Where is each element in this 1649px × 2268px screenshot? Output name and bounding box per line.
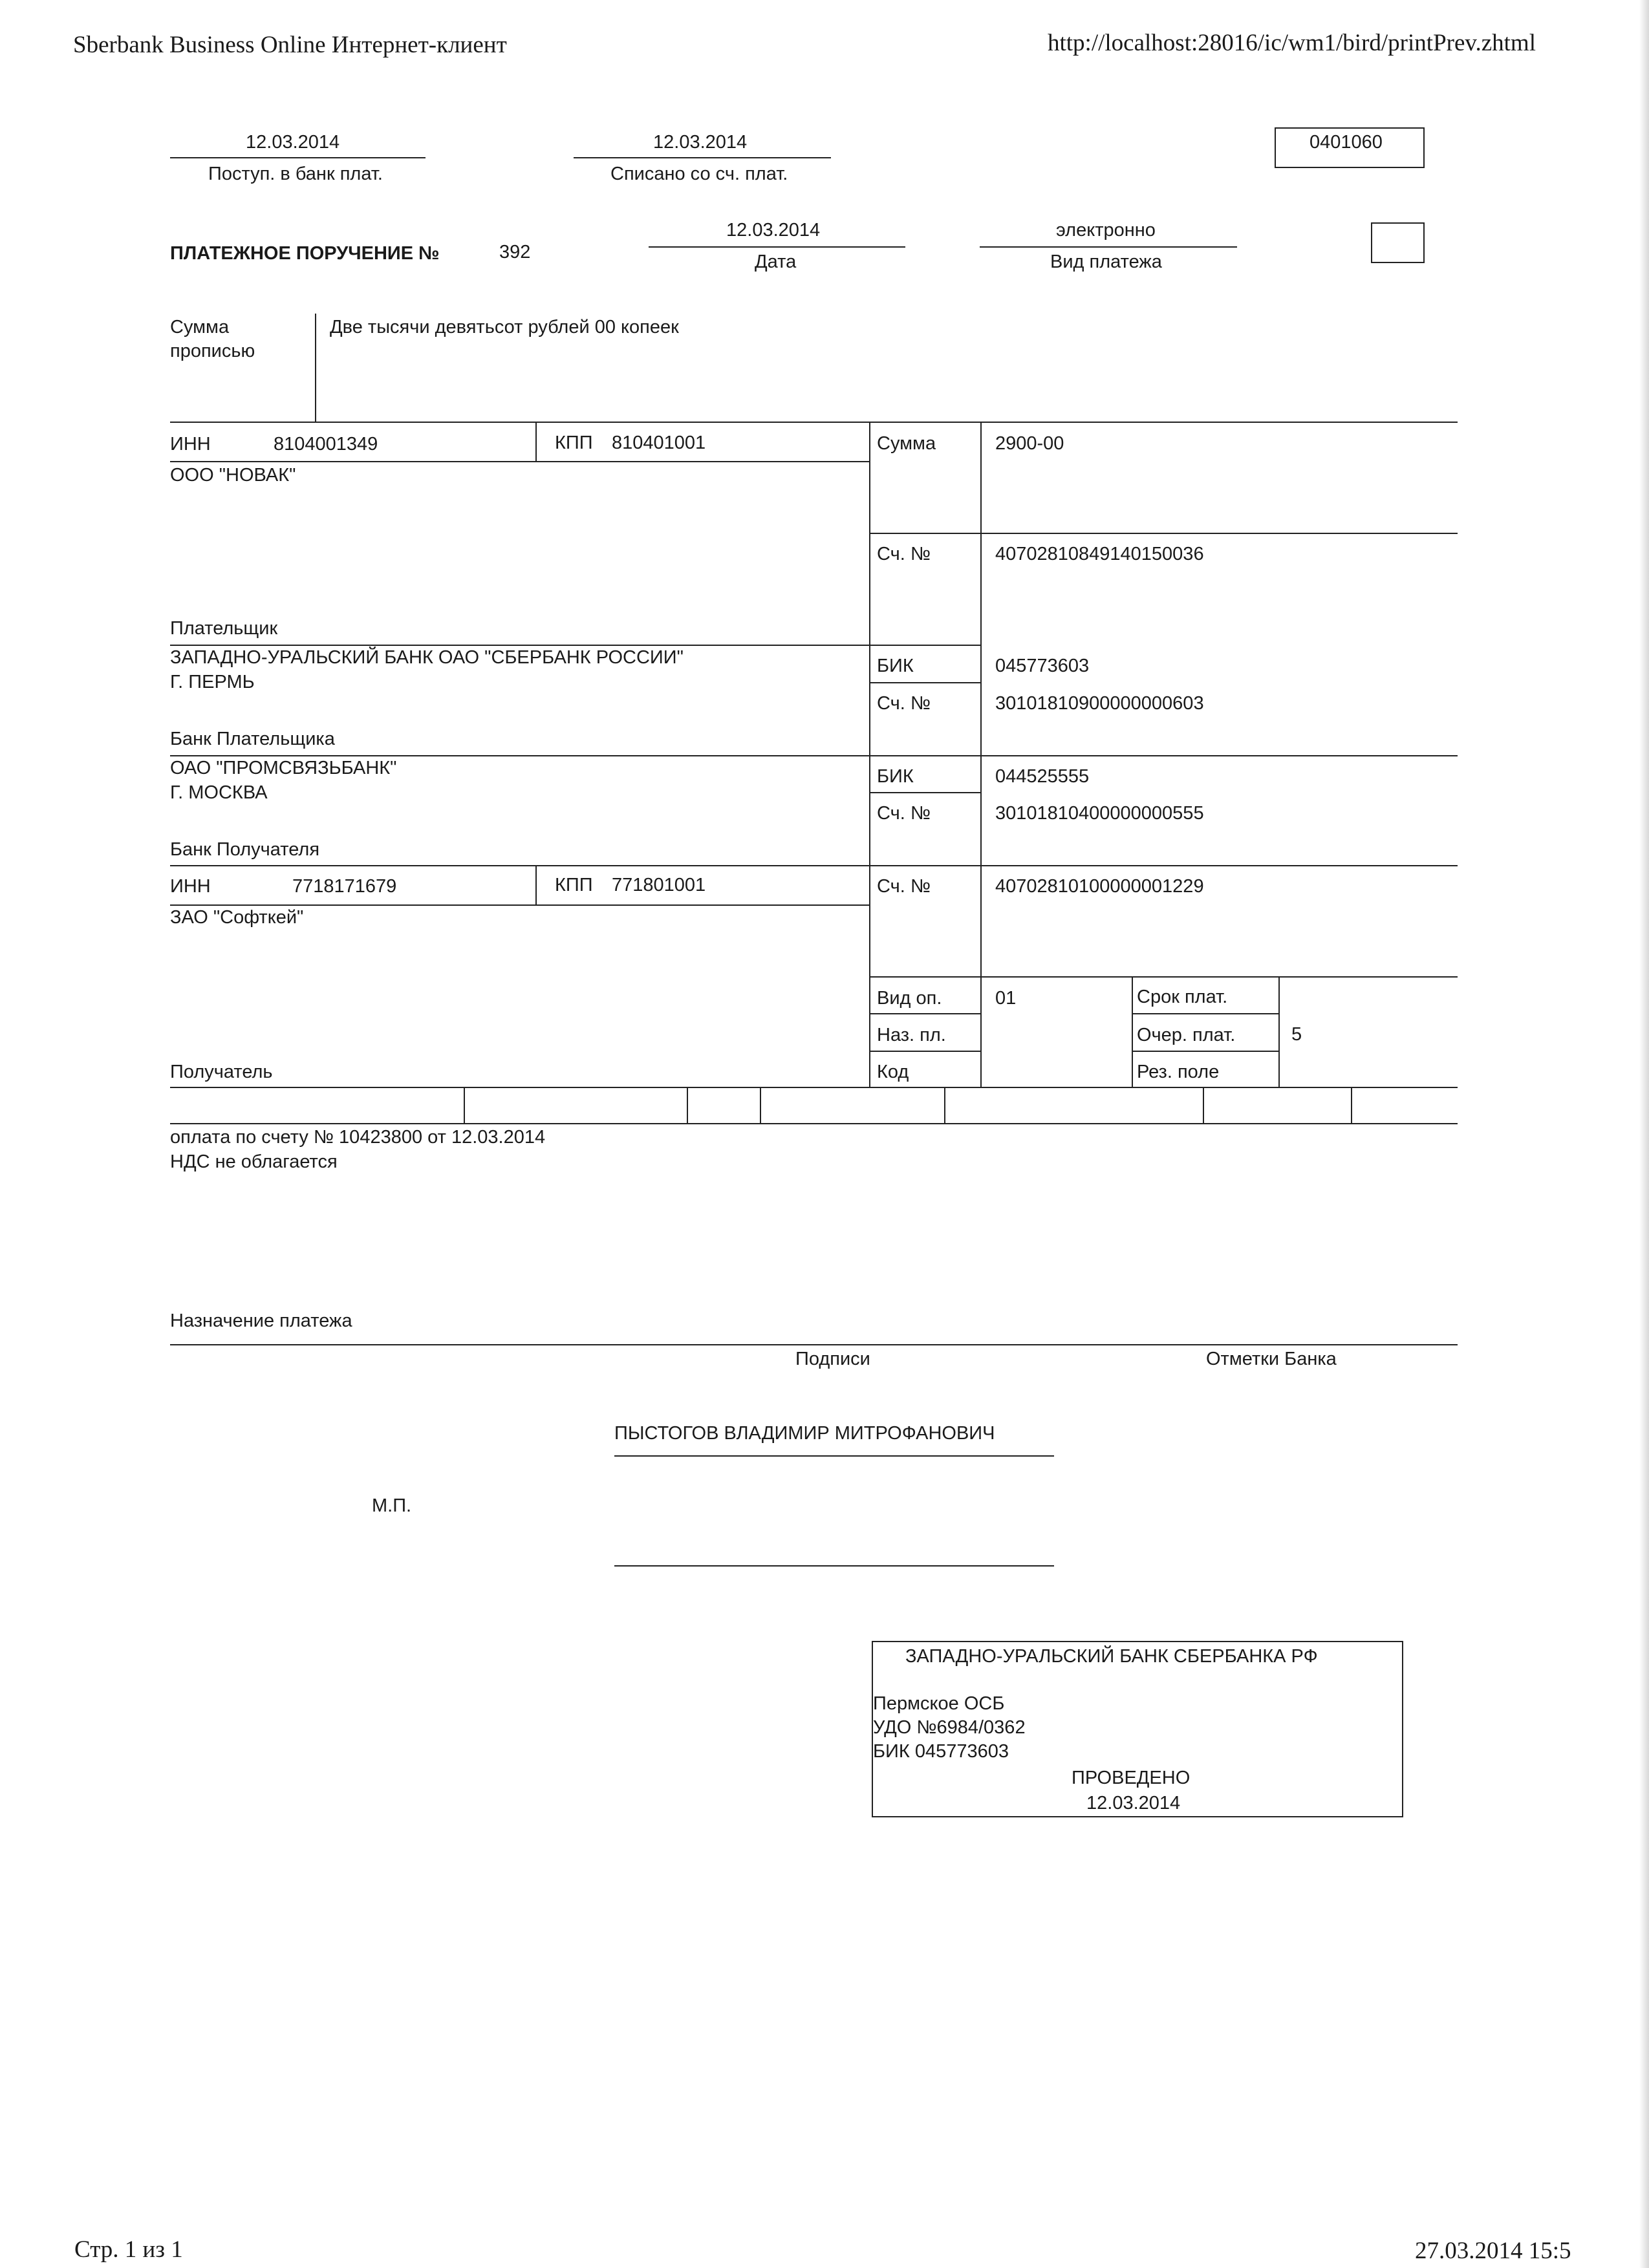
payer-inn: 8104001349 xyxy=(274,434,378,455)
payee-inn-label: ИНН xyxy=(170,876,211,897)
payer-bank-acc-label: Сч. № xyxy=(877,693,931,714)
payee-bank-acc: 30101810400000000555 xyxy=(995,803,1204,824)
stamp-line-5: ПРОВЕДЕНО xyxy=(1072,1768,1191,1788)
payer-account-label: Сч. № xyxy=(877,544,931,564)
payee-name: ЗАО "Софткей" xyxy=(170,907,304,928)
payee-bank-acc-label: Сч. № xyxy=(877,803,931,824)
payee-bank-city: Г. МОСКВА xyxy=(170,782,268,803)
browser-url: http://localhost:28016/ic/wm1/bird/printPrev.zhtml xyxy=(1048,30,1536,56)
mp-label: М.П. xyxy=(372,1495,412,1516)
print-timestamp: 27.03.2014 15:5 xyxy=(1415,2238,1571,2264)
tax-cell-1 xyxy=(464,1087,465,1124)
op-row2-line-right xyxy=(1132,1051,1278,1052)
tax-cell-6 xyxy=(1351,1087,1352,1124)
page-counter: Стр. 1 из 1 xyxy=(74,2236,183,2263)
second-signature-line xyxy=(614,1565,1054,1567)
bank-marks-label: Отметки Банка xyxy=(1206,1349,1337,1369)
grid-line-top xyxy=(170,422,1458,423)
op-rez-label: Рез. поле xyxy=(1137,1062,1220,1082)
payee-acc: 40702810100000001229 xyxy=(995,876,1204,897)
signer-name: ПЫСТОГОВ ВЛАДИМИР МИТРОФАНОВИЧ xyxy=(614,1423,995,1444)
amount-words-label-1: Сумма xyxy=(170,317,230,337)
amount-words-label-2: прописью xyxy=(170,341,255,361)
payer-role-label: Плательщик xyxy=(170,618,278,639)
purpose-line-2: НДС не облагается xyxy=(170,1151,338,1172)
order-date-line xyxy=(649,246,905,248)
received-date-line xyxy=(170,157,426,158)
op-ocher-label: Очер. плат. xyxy=(1137,1025,1236,1045)
payee-bank-bik-label: БИК xyxy=(877,766,914,787)
payee-inn-underline xyxy=(170,904,869,906)
op-col-srok xyxy=(1132,976,1133,1087)
amount-account-line xyxy=(869,533,1458,534)
payee-kpp: 771801001 xyxy=(612,875,706,895)
payee-kpp-label: КПП xyxy=(555,875,593,895)
payer-bank-bik: 045773603 xyxy=(995,656,1090,676)
order-title: ПЛАТЕЖНОЕ ПОРУЧЕНИЕ № xyxy=(170,243,440,264)
payer-account: 40702810849140150036 xyxy=(995,544,1204,564)
tax-cell-2 xyxy=(687,1087,688,1124)
payer-bank-city: Г. ПЕРМЬ xyxy=(170,672,255,692)
op-srok-label: Срок плат. xyxy=(1137,987,1228,1007)
debited-date-line xyxy=(574,157,831,158)
form-code: 0401060 xyxy=(1310,132,1383,153)
stamp-line-1: ЗАПАДНО-УРАЛЬСКИЙ БАНК СБЕРБАНКА РФ xyxy=(905,1646,1318,1667)
payer-kpp: 810401001 xyxy=(612,433,706,453)
payer-bottom-line xyxy=(170,645,981,646)
stamp-line-3: УДО №6984/0362 xyxy=(873,1717,1026,1738)
payment-type: электронно xyxy=(1056,220,1156,241)
grid-col-left xyxy=(869,422,870,1087)
purpose-label: Назначение платежа xyxy=(170,1311,352,1331)
payer-inn-underline xyxy=(170,461,869,462)
amount-words-divider xyxy=(315,314,316,422)
payment-type-label: Вид платежа xyxy=(1050,251,1162,272)
payee-bank-name: ОАО "ПРОМСВЯЗЬБАНК" xyxy=(170,758,397,778)
tax-row-bottom xyxy=(170,1123,1458,1124)
received-date: 12.03.2014 xyxy=(246,132,340,153)
op-col-ocher xyxy=(1278,976,1280,1087)
tax-cell-5 xyxy=(1203,1087,1204,1124)
payer-inn-kpp-divider xyxy=(535,422,537,462)
stamp-line-6: 12.03.2014 xyxy=(1086,1793,1181,1813)
scan-edge xyxy=(1639,0,1649,2268)
purpose-bottom-line xyxy=(170,1344,1458,1345)
order-date-label: Дата xyxy=(755,251,797,272)
payee-role-label: Получатель xyxy=(170,1062,273,1082)
purpose-line-1: оплата по счету № 10423800 от 12.03.2014 xyxy=(170,1127,546,1148)
tax-cell-4 xyxy=(944,1087,945,1124)
amount-label: Сумма xyxy=(877,433,936,454)
payment-code-box xyxy=(1371,222,1425,263)
op-row1-line-right xyxy=(1132,1013,1278,1014)
amount-words: Две тысячи девятьсот рублей 00 копеек xyxy=(330,317,679,337)
payer-bank-acc: 30101810900000000603 xyxy=(995,693,1204,714)
op-row1-line xyxy=(869,1013,980,1014)
grid-col-mid xyxy=(980,422,982,1087)
payer-bik-acc-line xyxy=(869,682,980,683)
debited-label: Списано со сч. плат. xyxy=(610,164,788,184)
payee-acc-label: Сч. № xyxy=(877,876,931,897)
payee-bank-bottom-line xyxy=(170,865,1458,866)
debited-date: 12.03.2014 xyxy=(653,132,748,153)
stamp-line-2: Пермское ОСБ xyxy=(873,1693,1005,1714)
payer-inn-label: ИНН xyxy=(170,434,211,455)
payer-bank-role-label: Банк Плательщика xyxy=(170,729,335,749)
payee-bank-bik: 044525555 xyxy=(995,766,1090,787)
payee-acc-bottom-line xyxy=(869,976,1458,978)
grid-line-bottom xyxy=(170,1087,1458,1088)
op-kod-label: Код xyxy=(877,1062,909,1082)
order-date: 12.03.2014 xyxy=(726,220,821,241)
signer-line xyxy=(614,1455,1054,1457)
received-label: Поступ. в банк плат. xyxy=(208,164,383,184)
order-number: 392 xyxy=(499,242,531,262)
payee-inn-kpp-divider xyxy=(535,865,537,905)
tax-cell-3 xyxy=(760,1087,761,1124)
stamp-line-4: БИК 045773603 xyxy=(873,1741,1009,1762)
payer-name: ООО "НОВАК" xyxy=(170,465,296,486)
payer-bank-bottom-line xyxy=(170,755,1458,756)
op-ocher: 5 xyxy=(1291,1024,1302,1045)
payer-bank-bik-label: БИК xyxy=(877,656,914,676)
op-row2-line xyxy=(869,1051,980,1052)
payer-bank-name: ЗАПАДНО-УРАЛЬСКИЙ БАНК ОАО "СБЕРБАНК РОССИИ" xyxy=(170,647,684,668)
op-vid-label: Вид оп. xyxy=(877,988,942,1009)
payment-type-line xyxy=(980,246,1237,248)
op-vid: 01 xyxy=(995,988,1017,1009)
amount-value: 2900-00 xyxy=(995,433,1064,454)
payee-inn: 7718171679 xyxy=(292,876,397,897)
payer-kpp-label: КПП xyxy=(555,433,593,453)
payee-bank-role-label: Банк Получателя xyxy=(170,839,320,860)
browser-title: Sberbank Business Online Интернет-клиент xyxy=(73,32,507,58)
op-naz-label: Наз. пл. xyxy=(877,1025,946,1045)
payee-bik-acc-line xyxy=(869,792,980,793)
signatures-label: Подписи xyxy=(795,1349,870,1369)
